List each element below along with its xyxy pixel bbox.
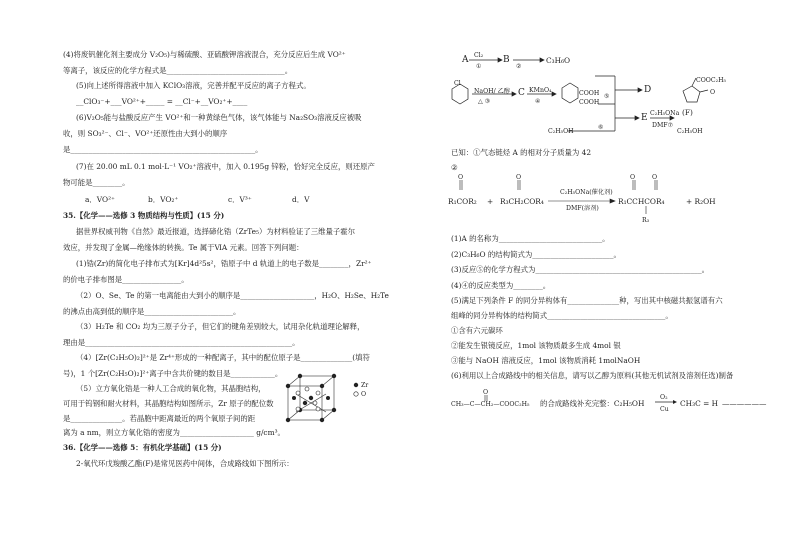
q36-part6-line2: 的合成路线补充完整：C₂H₅OH xyxy=(540,399,645,408)
crystal-cell-figure xyxy=(282,372,352,430)
option-c: c．V³⁺ xyxy=(228,195,252,204)
target-oxygen: O xyxy=(483,389,489,396)
eq-product: R₁CCHCOR₄ xyxy=(618,197,665,206)
q36-part2: (2)C₃H₆O 的结构简式为______________________。 xyxy=(451,250,621,259)
option-b: b．VO₂⁺ xyxy=(148,195,179,204)
eq-oxygen-2: O xyxy=(516,174,522,181)
q36-intro: 2-氧代环戊羧酸乙酯(F)是常见医药中间体，合成路线如下图所示： xyxy=(76,459,294,468)
q35-intro-line1: 据世界权威刊物《自然》最近报道，选择碲化锆（ZrTe₅）为材料验证了三维量子霍尔 xyxy=(76,227,356,236)
q34-part5-line1: (5)向上述所得溶液中加入 KClO₃溶液，完善并配平反应的离子方程式。 xyxy=(76,81,311,90)
q36-part5-line2: 组峰的同分异构体的结构简式________________________________。 xyxy=(451,311,673,320)
compound-c: C xyxy=(518,88,525,98)
acetaldehyde: CH₃C = H xyxy=(680,399,719,408)
q35-part2-line2: 的沸点由高到低的顺序是________________________。 xyxy=(63,307,241,316)
ethanol-byproduct: C₂H₅OH xyxy=(677,128,703,135)
known-info-1: 已知：①气态链烃 A 的相对分子质量为 42 xyxy=(451,148,592,157)
step-4: ④ xyxy=(535,98,541,105)
eq-reactant-1: R₁COR₂ xyxy=(448,197,477,206)
q36-part1: (1)A 的名称为____________________________。 xyxy=(451,234,610,243)
q36-part4: (4)④的反应类型为________。 xyxy=(451,281,551,290)
answer-blank: —————— xyxy=(722,399,767,408)
compound-f-label: (F) xyxy=(682,108,693,117)
ethanol-reactant: C₂H₅OH xyxy=(548,128,574,135)
q36-part3: (3)反应⑤的化学方程式为_____________________________________________。 xyxy=(451,265,710,274)
compound-b: B xyxy=(503,55,510,65)
reagent-cu: Cu xyxy=(660,406,669,413)
q35-title: 35.【化学——选修 3 物质结构与性质】(15 分) xyxy=(63,211,225,220)
eq-byproduct: + R₂OH xyxy=(686,197,716,206)
crystal-legend-markers xyxy=(352,380,360,400)
q34-part6-line2: 收，则 SO₃²⁻、Cl⁻、VO²⁺还原性由大到小的顺序 xyxy=(63,129,228,138)
reagent-cl2: Cl₂ xyxy=(474,52,484,59)
q36-part6-line1: (6)利用以上合成路线中的相关信息，请写以乙醇为原料(其他无机试剂及溶剂任选)制备 xyxy=(451,371,734,380)
step-3: △ ③ xyxy=(478,98,491,105)
eq-product-r3: R₃ xyxy=(642,217,650,224)
q35-intro-line2: 效应，并发现了金属—绝缘体的转换。Te 属于ⅥA 元素。回答下列问题： xyxy=(63,243,304,252)
q35-part3-line1: （3）H₂Te 和 CO₂ 均为三原子分子，但它们的键角差别较大，试用杂化轨道理论解释， xyxy=(76,322,365,331)
compound-a: A xyxy=(462,55,469,65)
legend-zr: Zr xyxy=(361,382,369,389)
eq-condition-solvent: DMF(溶剂) xyxy=(566,205,599,212)
eq-condition-catalyst: C₂H₅ONa(催化剂) xyxy=(560,189,613,196)
q34-part4-line2: 等离子，该反应的化学方程式是________________________________。 xyxy=(63,66,293,75)
q35-part4-line1: （4）[Zr(C₂H₅O)₂]²⁺是 Zr⁴⁺形成的一种配离子，其中的配位原子是______________(填符 xyxy=(76,353,370,362)
q35-part5-line2: 可用于钨钢和耐火材料，其晶胞结构如图所示，Zr 原子的配位数 xyxy=(63,399,274,408)
q34-part7-line2: 物可能是________。 xyxy=(63,178,130,187)
reagent-o2: O₂ xyxy=(660,394,668,401)
q35-part1-line1: (1)锆(Zr)的简化电子排布式为[Kr]4d²5s²，锆原子中 d 轨道上的电子数是________，Zr²⁺ xyxy=(76,259,372,268)
eq-plus: + xyxy=(487,197,494,206)
cooh-bottom: COOH xyxy=(579,99,600,106)
known-info-2: ② xyxy=(451,163,458,172)
q34-part4-line1: (4)将废钒催化剂主要成分 V₂O₅)与稀硫酸、亚硫酸钾溶液混合，充分反应后生成 VO²⁺ xyxy=(63,50,346,59)
ester-group: COOC₂H₅ xyxy=(696,77,726,84)
eq-oxygen-3: O xyxy=(630,174,636,181)
option-a: a．VO²⁺ xyxy=(85,195,115,204)
compound-d: D xyxy=(644,85,652,95)
q36-part5-line1: (5)满足下列条件 F 的同分异构体有______________种，写出其中核磁共振氢谱有六 xyxy=(451,296,723,305)
q34-part6-line3: 是__________________________________________________。 xyxy=(63,145,263,154)
q35-part5-line1: （5）立方氧化锆是一种人工合成的氧化物，其晶胞结构， xyxy=(76,384,266,393)
q36-condition-3: ③能与 NaOH 溶液反应，1mol 该物质消耗 1molNaOH xyxy=(451,356,641,365)
legend-o: O xyxy=(361,391,367,398)
compound-e: E xyxy=(641,113,648,123)
chloro-substituent: Cl xyxy=(454,80,461,87)
keto-oxygen: O xyxy=(710,89,716,96)
step-2: ② xyxy=(516,63,522,70)
q36-title: 36.【化学——选修 5：有机化学基础】(15 分) xyxy=(63,443,222,452)
step-1: ① xyxy=(476,63,482,70)
target-compound: CH₃—C—CH₂—COOC₂H₅ xyxy=(451,401,530,408)
q35-part3-line2: 理由是________________________________________________________。 xyxy=(63,338,300,347)
reagent-c2h5ona: C₂H₅ONa xyxy=(650,110,680,117)
q35-part1-line2: 的价电子排布图是________________。 xyxy=(63,275,189,284)
q35-part4-line2: 号)，1 个[Zr(C₂H₅O)₂]²⁺离子中含共价键的数目是____________。 xyxy=(63,369,283,378)
synthesis-arrow xyxy=(654,398,678,406)
compound-c3h6o: C₃H₆O xyxy=(546,56,571,65)
reagent-naoh-ethanol: NaOH/ 乙醇 xyxy=(474,88,510,95)
cooh-top: COOH xyxy=(579,90,600,97)
step-7: DMF⑦ xyxy=(652,122,674,129)
eq-oxygen-4: O xyxy=(652,174,658,181)
eq-oxygen-1: O xyxy=(458,174,464,181)
step-5: ⑤ xyxy=(604,93,610,100)
q34-part6-line1: (6)V₂O₅能与盐酸反应产生 VO²⁺和一种黄绿色气体，该气体能与 Na₂SO₃溶液反应被吸 xyxy=(76,113,362,122)
option-d: d．V xyxy=(292,195,310,204)
q36-condition-1: ①含有六元碳环 xyxy=(451,326,503,335)
q35-part2-line1: （2）O、Se、Te 的第一电离能由大到小的顺序是____________________，H₂O、H₂Se、H₂Te xyxy=(76,291,389,300)
step-6: ⑥ xyxy=(598,124,604,131)
q34-part7-line1: (7)在 20.00 mL 0.1 mol·L⁻¹ VO₂⁺溶液中，加入 0.195g 锌粉，恰好完全反应，则还原产 xyxy=(76,162,375,171)
eq-reactant-2: R₃CH₂COR₄ xyxy=(500,197,544,206)
reagent-kmno4: KMnO₄ xyxy=(529,87,552,94)
q35-part5-line4: 离为 a nm，则立方氧化锆的密度为____________________ g/cm³。 xyxy=(63,428,285,437)
q34-part5-equation: __ClO₃⁻+___VO²⁺+_____ = __Cl⁻+__VO₂⁺+____ xyxy=(76,97,248,106)
q36-condition-2: ②能发生银镜反应，1mol 该物质最多生成 4mol 银 xyxy=(451,341,621,350)
q35-part5-line3: 是______________。若晶胞中距离最近的两个氧原子间的距 xyxy=(63,414,256,423)
